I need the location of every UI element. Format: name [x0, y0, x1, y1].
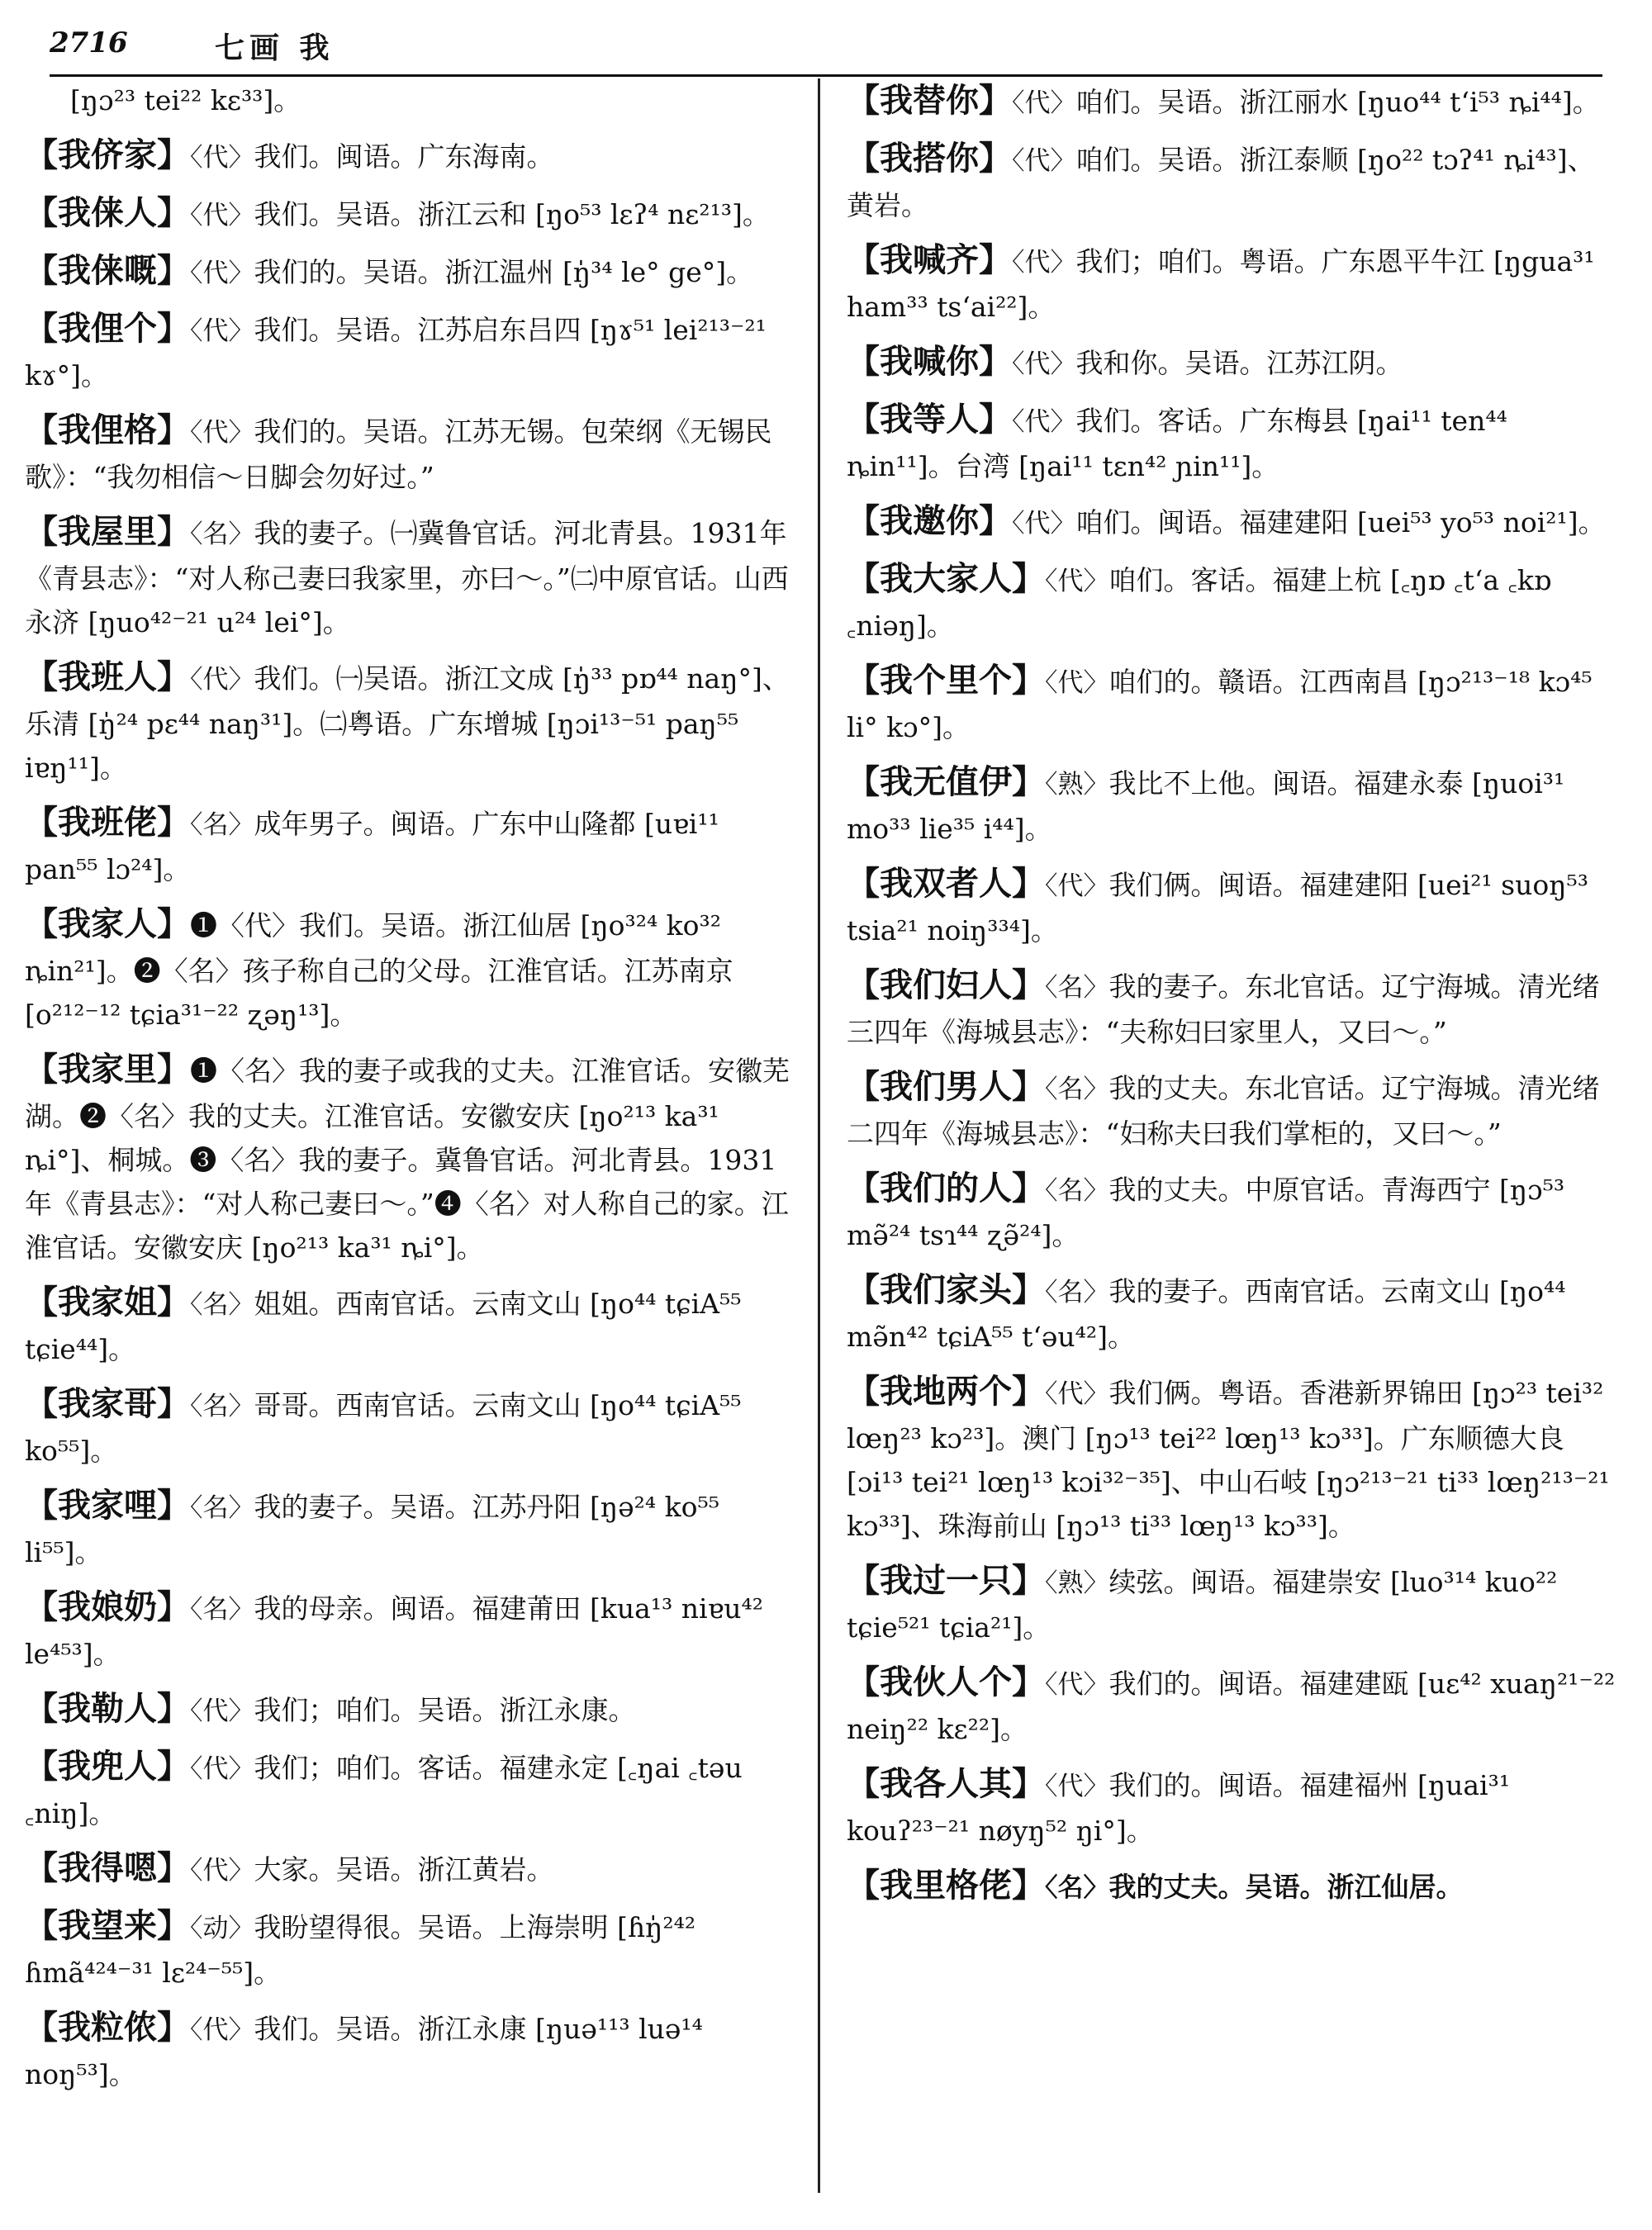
- entry-pos: 〈熟〉: [1045, 770, 1109, 799]
- entry-headword: 【我等人】: [847, 400, 1012, 439]
- entry-headword: 【我班人】: [25, 657, 190, 696]
- entry-body: 咱们。客话。福建上杭 [꜀ŋɒ ꜀tʻa ꜀kɒ ꜀niəŋ]。: [847, 564, 1552, 642]
- entry-body: 我的丈夫。吴语。浙江仙居。: [1108, 1871, 1464, 1903]
- entry-body: 我们。闽语。广东海南。: [254, 140, 554, 173]
- entry: [847, 557, 1619, 648]
- entry-pos: 〈代〉: [190, 418, 254, 448]
- entry: [847, 760, 1619, 851]
- entry-body: 咱们。闽语。福建建阳 [uei⁵³ yo⁵³ noi²¹]。: [1075, 506, 1606, 539]
- entry-headword: 【我兜人】: [25, 1747, 190, 1786]
- entry-body: 我的丈夫。东北官话。辽宁海城。清光绪二四年《海城县志》：“妇称夫曰我们掌柜的，又曰～。”: [847, 1072, 1600, 1150]
- entry-body: 咱们。吴语。浙江丽水 [ŋuo⁴⁴ tʻi⁵³ ȵi⁴⁴]。: [1075, 86, 1600, 118]
- entry-pos: 〈名〉: [1045, 1278, 1109, 1307]
- entry-headword: 【我们男人】: [847, 1067, 1045, 1106]
- entry-headword: 【我喊齐】: [847, 240, 1012, 279]
- entry-body: 我们的。吴语。江苏无锡。包荣纲《无锡民歌》：“我勿相信～日脚会勿好过。”: [25, 415, 772, 493]
- entry-body: 我的妻子。东北官话。辽宁海城。清光绪三四年《海城县志》：“夫称妇曰家里人，又曰～。”: [847, 970, 1600, 1048]
- entry-pos: 〈熟〉: [1045, 1568, 1109, 1598]
- entry-body: 我们；咱们。粤语。广东恩平牛江 [ŋgua³¹ ham³³ tsʻai²²]。: [847, 245, 1595, 323]
- entry-pos: 〈代〉: [190, 1754, 254, 1784]
- entry: [847, 339, 1619, 387]
- page-number: 2716: [50, 26, 128, 59]
- entry: [25, 1846, 797, 1893]
- entry-body: 我们俩。粤语。香港新界锦田 [ŋɔ²³ tei³² lœŋ²³ kɔ²³]。澳门 [ŋɔ¹³ tei²² lœŋ¹³ kɔ³³]。广东顺德大良 [ɔi¹³ tei²¹ lœŋ¹³ kɔi³²⁻³⁵]、中山石岐 [ŋɔ²¹³⁻²¹ ti³³ lœŋ²¹³⁻²¹ kɔ³³]、珠海前山 [ŋɔ¹³ ti³³ lœŋ¹³ kɔ³³]。: [847, 1377, 1610, 1542]
- entry-body: 我们。吴语。浙江云和 [ŋo⁵³ lɛʔ⁴ nɛ²¹³]。: [254, 198, 770, 230]
- entry-pos: 〈代〉: [190, 1696, 254, 1726]
- entry-headword: 【我娘奶】: [25, 1587, 190, 1626]
- entry-headword: 【我个里个】: [847, 661, 1045, 700]
- entry-body: 我们。客话。广东梅县 [ŋai¹¹ ten⁴⁴ ȵin¹¹]。台湾 [ŋai¹¹ tɛn⁴² ɲin¹¹]。: [847, 405, 1507, 482]
- entry-body: 我的母亲。闽语。福建莆田 [kua¹³ niɐu⁴² le⁴⁵³]。: [25, 1592, 763, 1670]
- entry-pos: 〈名〉: [190, 1290, 254, 1320]
- entry-headword: 【我邀你】: [847, 501, 1012, 540]
- entry: [25, 2005, 797, 2096]
- entry: [847, 136, 1619, 227]
- entry-pos: 〈代〉: [190, 143, 254, 173]
- entry-pos: 〈代〉: [1012, 88, 1076, 118]
- entry: [25, 1382, 797, 1473]
- entry-pos: 〈名〉: [190, 810, 254, 840]
- entry-headword: 【我搭你】: [847, 139, 1012, 178]
- column-divider: [818, 78, 820, 2193]
- entry-headword: 【我家哩】: [25, 1486, 190, 1525]
- entry-body: 哥哥。西南官话。云南文山 [ŋo⁴⁴ tɕiA⁵⁵ ko⁵⁵]。: [25, 1389, 742, 1467]
- entry-pos: 〈名〉: [1045, 973, 1109, 1003]
- entry-pos: 〈动〉: [190, 1914, 254, 1943]
- entry-headword: 【我们家头】: [847, 1270, 1045, 1309]
- entry-body: 我的妻子。西南官话。云南文山 [ŋo⁴⁴ mə̃n⁴² tɕiA⁵⁵ tʻəu⁴²]。: [847, 1275, 1566, 1353]
- entry-headword: 【我俫嘅】: [25, 251, 190, 290]
- entry: [25, 800, 797, 891]
- right-column: [847, 78, 1619, 1921]
- entry-headword: 【我地两个】: [847, 1372, 1045, 1411]
- entry-body: 我盼望得很。吴语。上海崇明 [ɦŋ̍²⁴² ɦmã⁴²⁴⁻³¹ lɛ²⁴⁻⁵⁵]。: [25, 1911, 696, 1989]
- entry-headword: 【我俚格】: [25, 410, 190, 449]
- entry-headword: 【我屋里】: [25, 512, 190, 551]
- entry-body: 我的妻子。吴语。江苏丹阳 [ŋə²⁴ ko⁵⁵ li⁵⁵]。: [25, 1491, 719, 1568]
- entry-pos: 〈名〉: [1045, 1075, 1109, 1104]
- entry-body: 我们的。吴语。浙江温州 [ŋ̍³⁴ le° ge°]。: [254, 256, 754, 288]
- entry: [25, 1744, 797, 1835]
- entry-body: 我们的。闽语。福建建瓯 [uɛ⁴² xuaŋ²¹⁻²² neiŋ²² kɛ²²]。: [847, 1668, 1616, 1745]
- entry-headword: 【我家里】: [25, 1050, 190, 1089]
- entry: [25, 510, 797, 644]
- entry-pos: 〈代〉: [1045, 567, 1109, 596]
- entry-pos: 〈代〉: [1012, 509, 1076, 539]
- entry-headword: 【我班佬】: [25, 803, 190, 842]
- entry-body: 大家。吴语。浙江黄岩。: [254, 1853, 554, 1886]
- entry: [847, 1065, 1619, 1155]
- entry-body: 我们的。闽语。福建福州 [ŋuai³¹ kouʔ²³⁻²¹ nøyŋ⁵² ŋi°]。: [847, 1769, 1511, 1847]
- entry: [847, 1559, 1619, 1649]
- entry: [847, 963, 1619, 1054]
- entry: [25, 191, 797, 238]
- entry-pos: 〈代〉: [1012, 349, 1076, 379]
- entry-headword: 【我家哥】: [25, 1384, 190, 1423]
- entry: [25, 133, 797, 180]
- entry-headword: 【我得嗯】: [25, 1848, 190, 1887]
- entry-headword: 【我勒人】: [25, 1689, 190, 1728]
- entry: [847, 238, 1619, 329]
- entry-pos: 〈代〉: [190, 2015, 254, 2045]
- entry: [25, 1483, 797, 1574]
- entry-pos: 〈代〉: [1045, 668, 1109, 698]
- entry: [847, 78, 1619, 126]
- entry-headword: 【我们的人】: [847, 1169, 1045, 1208]
- entry-headword: 【我替你】: [847, 81, 1012, 120]
- entry-pos: 〈名〉: [190, 520, 254, 549]
- entry: [847, 658, 1619, 749]
- entry-body: 我们。吴语。浙江永康 [ŋuə¹¹³ luə¹⁴ noŋ⁵³]。: [25, 2013, 703, 2090]
- left-column: [25, 78, 797, 2107]
- entry: [847, 1166, 1619, 1257]
- entry-body: 咱们。吴语。浙江泰顺 [ŋo²² tɔʔ⁴¹ ȵi⁴³]、黄岩。: [847, 144, 1595, 221]
- entry-headword: 【我粒侬】: [25, 2008, 190, 2047]
- entry: [847, 1369, 1619, 1548]
- entry-headword: 【我大家人】: [847, 559, 1045, 598]
- entry: [25, 1280, 797, 1371]
- entry: [847, 1268, 1619, 1359]
- entry: [25, 1047, 797, 1269]
- entry: [847, 397, 1619, 488]
- entry-pos: 〈名〉: [1045, 1176, 1109, 1206]
- entry-headword: 【我过一只】: [847, 1561, 1045, 1600]
- entry-headword: 【我侪家】: [25, 135, 190, 174]
- entry-pos: 〈代〉: [190, 259, 254, 288]
- entry-pos: 〈代〉: [1045, 871, 1109, 901]
- page-header: [50, 25, 1602, 77]
- entry-pos: 〈代〉: [190, 316, 254, 346]
- entry-body: 我的丈夫。中原官话。青海西宁 [ŋɔ⁵³ mə̃²⁴ tsɿ⁴⁴ ʐə̃²⁴]。: [847, 1174, 1565, 1251]
- entry: [847, 499, 1619, 546]
- entry-pos: 〈代〉: [190, 1856, 254, 1886]
- entry-headword: 【我无值伊】: [847, 762, 1045, 801]
- entry-headword: 【我俚个】: [25, 309, 190, 348]
- entry-headword: 【我喊你】: [847, 342, 1012, 381]
- continuation-text: [ŋɔ²³ tei²² kɛ³³]。: [70, 84, 301, 116]
- entry-headword: 【我望来】: [25, 1906, 190, 1945]
- entry-pos: 〈名〉: [190, 1493, 254, 1523]
- entry-body: 我的妻子。㈠冀鲁官话。河北青县。1931年《青县志》：“对人称己妻曰我家里，亦曰～。”㈡中原官话。山西永济 [ŋuo⁴²⁻²¹ u²⁴ lei°]。: [25, 517, 789, 638]
- entry-headword: 【我各人其】: [847, 1764, 1045, 1803]
- entry-body: 我们；咱们。客话。福建永定 [꜀ŋai ꜀təu ꜀niŋ]。: [25, 1752, 743, 1829]
- entry-body: 我们。吴语。江苏启东吕四 [ŋɤ⁵¹ lei²¹³⁻²¹ kɤ°]。: [25, 314, 767, 391]
- entry: [847, 1762, 1619, 1853]
- entry: [25, 1687, 797, 1734]
- section-title: 七画 我: [215, 31, 335, 65]
- entry-body: 我比不上他。闽语。福建永泰 [ŋuoi³¹ mo³³ lie³⁵ i⁴⁴]。: [847, 767, 1565, 845]
- entry: [25, 902, 797, 1037]
- entry-body: 成年男子。闽语。广东中山隆都 [uɐi¹¹ pan⁵⁵ lɔ²⁴]。: [25, 808, 719, 885]
- entry-body: 我和你。吴语。江苏江阴。: [1075, 347, 1403, 379]
- entry-headword: 【我里格佬】: [847, 1866, 1045, 1905]
- entry: [25, 1904, 797, 1995]
- entry-body: 咱们的。赣语。江西南昌 [ŋɔ²¹³⁻¹⁸ kɔ⁴⁵ li° kɔ°]。: [847, 666, 1593, 743]
- entry-pos: 〈代〉: [1045, 1670, 1109, 1700]
- entry-pos: 〈代〉: [1045, 1379, 1109, 1409]
- entry-body: ❶〈代〉我们。吴语。浙江仙居 [ŋo³²⁴ ko³² ȵin²¹]。❷〈名〉孩子称自己的父母。江淮官话。江苏南京 [o²¹²⁻¹² tɕia³¹⁻²² ʐəŋ¹³]。: [25, 909, 733, 1031]
- entry: [847, 1863, 1619, 1910]
- entry-pos: 〈代〉: [1045, 1772, 1109, 1801]
- entry-pos: 〈代〉: [190, 665, 254, 695]
- entry: [25, 1585, 797, 1676]
- entry-pos: 〈名〉: [190, 1595, 254, 1625]
- entry-headword: 【我家人】: [25, 904, 190, 943]
- entry-headword: 【我们妇人】: [847, 966, 1045, 1004]
- entry-body: 我们；咱们。吴语。浙江永康。: [254, 1694, 636, 1726]
- entry-pos: 〈代〉: [1012, 146, 1076, 176]
- entry-headword: 【我双者人】: [847, 864, 1045, 903]
- entry-pos: 〈代〉: [1012, 248, 1076, 278]
- entry-body: 续弦。闽语。福建崇安 [luo³¹⁴ kuo²² tɕie⁵²¹ tɕia²¹]。: [847, 1566, 1558, 1644]
- entry-headword: 【我伙人个】: [847, 1663, 1045, 1701]
- entry-pos: 〈代〉: [190, 201, 254, 230]
- entry-body: 我们俩。闽语。福建建阳 [uei²¹ suoŋ⁵³ tsia²¹ noiŋ³³⁴]。: [847, 869, 1588, 947]
- entry-headword: 【我俫人】: [25, 193, 190, 232]
- entry-body: ❶〈名〉我的妻子或我的丈夫。江淮官话。安徽芜湖。❷〈名〉我的丈夫。江淮官话。安徽安庆 [ŋo²¹³ ka³¹ ȵi°]、桐城。❸〈名〉我的妻子。冀鲁官话。河北青县。1931年《青县志》：“对人称己妻曰～。”❹〈名〉对人称自己的家。江淮官话。安徽安庆 [ŋo²¹³ ka³¹ ȵi°]。: [25, 1055, 790, 1264]
- entry-headword: 【我家姐】: [25, 1283, 190, 1321]
- entry: [25, 249, 797, 296]
- entry-body: 姐姐。西南官话。云南文山 [ŋo⁴⁴ tɕiA⁵⁵ tɕie⁴⁴]。: [25, 1288, 742, 1365]
- entry-pos: 〈名〉: [1045, 1873, 1109, 1903]
- entry: [847, 861, 1619, 952]
- entry: [25, 306, 797, 397]
- entry: [847, 1660, 1619, 1751]
- entry: [25, 655, 797, 790]
- entry-body: 我们。㈠吴语。浙江文成 [ŋ̍³³ pɒ⁴⁴ naŋ°]、乐清 [ŋ̍²⁴ pɛ⁴⁴ naŋ³¹]。㈡粤语。广东增城 [ŋɔi¹³⁻⁵¹ paŋ⁵⁵ iɐŋ¹¹]。: [25, 662, 790, 784]
- entry-pos: 〈名〉: [190, 1392, 254, 1421]
- entry-pos: 〈代〉: [1012, 407, 1076, 437]
- entry: [25, 408, 797, 499]
